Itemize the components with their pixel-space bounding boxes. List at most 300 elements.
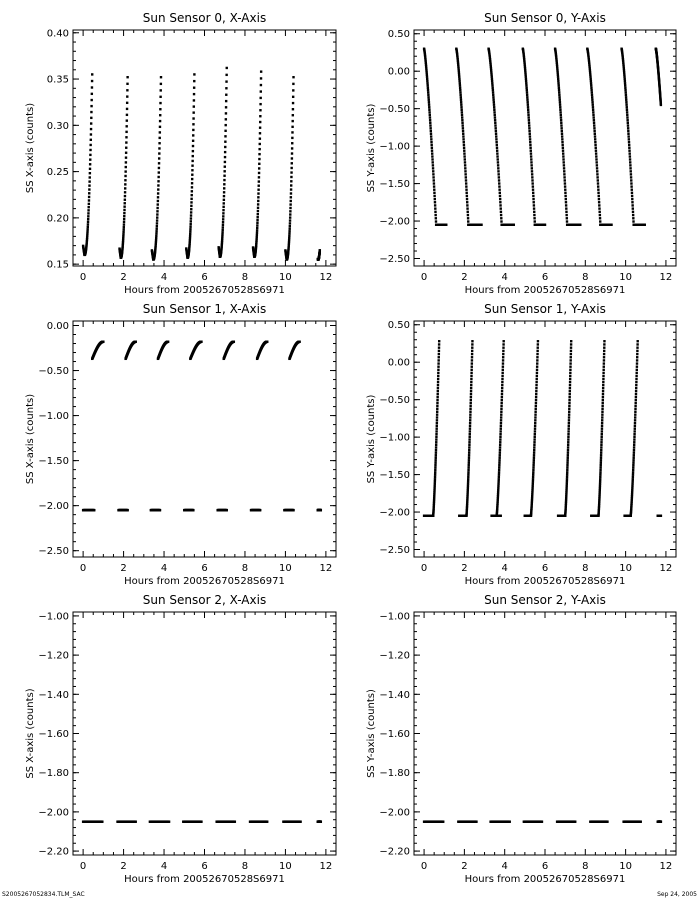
data-point: [634, 422, 636, 424]
data-point: [529, 141, 531, 143]
data-point: [468, 441, 470, 443]
data-point: [498, 459, 500, 461]
data-point: [467, 489, 469, 491]
data-point: [633, 446, 635, 448]
data-point: [436, 411, 438, 413]
data-point: [533, 444, 535, 446]
data-point: [502, 343, 504, 345]
data-point: [191, 160, 193, 162]
data-point: [528, 127, 530, 129]
data-point: [524, 71, 526, 73]
y-tick-label: 0.25: [46, 167, 69, 179]
chart-title: Sun Sensor 1, X-Axis: [142, 302, 267, 316]
x-tick-label: 0: [420, 272, 428, 283]
data-point: [290, 180, 292, 182]
data-point: [569, 381, 571, 383]
data-point: [468, 464, 470, 466]
data-point: [189, 235, 191, 237]
data-point: [498, 469, 500, 471]
data-point: [570, 356, 572, 358]
data-point: [89, 154, 91, 156]
data-point: [221, 231, 223, 233]
x-tick-label: 10: [619, 563, 632, 574]
data-point: [630, 182, 632, 184]
data-point: [634, 428, 636, 430]
data-point: [499, 436, 501, 438]
data-point: [258, 180, 260, 182]
data-point: [557, 82, 559, 84]
data-point: [91, 86, 93, 88]
data-point: [124, 191, 126, 193]
data-point: [222, 215, 224, 217]
x-tick-label: 10: [279, 563, 292, 574]
data-point: [434, 459, 436, 461]
data-point: [535, 384, 537, 386]
x-tick-label: 8: [241, 563, 249, 574]
data-point: [434, 204, 436, 206]
data-point: [599, 489, 601, 491]
data-point: [492, 99, 494, 101]
chart-panel-3: [366, 302, 676, 587]
data-point: [633, 433, 635, 435]
data-point: [191, 186, 193, 188]
y-tick-label: 0.00: [387, 66, 410, 78]
data-point: [224, 165, 226, 167]
data-point: [159, 102, 161, 104]
data-point: [633, 444, 635, 446]
data-point: [292, 102, 294, 104]
data-point: [569, 390, 571, 392]
data-point: [436, 416, 438, 418]
data-point: [602, 369, 604, 371]
data-point: [256, 219, 258, 221]
data-point: [500, 419, 502, 421]
data-point: [494, 124, 496, 126]
data-point: [498, 476, 500, 478]
data-point: [534, 428, 536, 430]
plot-frame: [73, 321, 336, 557]
data-point: [433, 489, 435, 491]
data-point: [564, 192, 566, 194]
data-point: [532, 189, 534, 191]
data-point: [632, 457, 634, 459]
data-point: [630, 170, 632, 172]
data-point: [87, 209, 89, 211]
data-point: [623, 71, 625, 73]
data-point: [126, 509, 128, 511]
data-point: [499, 430, 501, 432]
data-point: [499, 449, 501, 451]
data-point: [631, 487, 633, 489]
data-point: [498, 185, 500, 187]
data-point: [568, 411, 570, 413]
data-point: [592, 111, 594, 113]
data-point: [499, 515, 501, 517]
data-point: [289, 228, 291, 230]
data-point: [526, 89, 528, 91]
data-point: [88, 184, 90, 186]
data-point: [599, 487, 601, 489]
data-point: [589, 78, 591, 80]
data-point: [558, 89, 560, 91]
data-segment: [530, 340, 539, 517]
data-point: [289, 213, 291, 215]
data-point: [464, 170, 466, 172]
data-point: [459, 91, 461, 93]
data-point: [591, 94, 593, 96]
data-point: [497, 161, 499, 163]
data-point: [597, 192, 599, 194]
data-point: [158, 152, 160, 154]
data-point: [493, 106, 495, 108]
data-point: [565, 204, 567, 206]
data-point: [191, 190, 193, 192]
data-point: [492, 91, 494, 93]
data-point: [560, 122, 562, 124]
data-point: [428, 109, 430, 111]
data-point: [566, 471, 568, 473]
data-point: [471, 356, 473, 358]
x-axis-label: Hours from 20052670528S6971: [124, 576, 285, 587]
data-segment: [522, 48, 536, 226]
data-point: [461, 119, 463, 121]
data-point: [160, 89, 162, 91]
data-point: [496, 150, 498, 152]
data-segment: [150, 509, 162, 511]
data-point: [467, 217, 469, 219]
data-point: [499, 201, 501, 203]
x-tick-label: 6: [201, 861, 208, 872]
data-point: [159, 131, 161, 133]
data-point: [436, 419, 438, 421]
data-point: [470, 381, 472, 383]
data-point: [124, 183, 126, 185]
data-point: [531, 173, 533, 175]
data-point: [435, 438, 437, 440]
data-segment: [250, 509, 262, 511]
data-point: [156, 207, 158, 209]
data-point: [598, 211, 600, 213]
data-point: [123, 226, 125, 228]
data-point: [527, 106, 529, 108]
data-point: [225, 94, 227, 96]
data-point: [628, 147, 630, 149]
data-point: [222, 212, 224, 214]
data-point: [565, 491, 567, 493]
data-point: [89, 176, 91, 178]
data-segment: [149, 820, 171, 822]
x-tick-label: 2: [461, 272, 468, 283]
plot-frame: [73, 30, 336, 266]
data-point: [566, 220, 568, 222]
data-point: [599, 491, 601, 493]
data-point: [536, 356, 538, 358]
data-point: [434, 466, 436, 468]
data-point: [535, 402, 537, 404]
data-point: [126, 95, 128, 97]
data-point: [157, 180, 159, 182]
data-point: [636, 350, 638, 352]
data-point: [465, 179, 467, 181]
data-point: [87, 212, 89, 214]
x-tick-label: 2: [120, 563, 127, 574]
data-point: [462, 133, 464, 135]
data-point: [634, 408, 636, 410]
data-point: [565, 489, 567, 491]
data-point: [626, 106, 628, 108]
data-point: [534, 433, 536, 435]
data-point: [567, 444, 569, 446]
data-point: [630, 179, 632, 181]
data-point: [532, 469, 534, 471]
data-point: [430, 141, 432, 143]
data-point: [535, 399, 537, 401]
data-point: [532, 480, 534, 482]
data-point: [558, 87, 560, 89]
data-point: [632, 207, 634, 209]
data-point: [189, 223, 191, 225]
data-point: [525, 87, 527, 89]
data-point: [91, 93, 93, 95]
data-segment: [223, 341, 236, 361]
data-point: [557, 78, 559, 80]
data-point: [599, 483, 601, 485]
data-point: [562, 152, 564, 154]
data-point: [534, 411, 536, 413]
data-point: [599, 480, 601, 482]
data-point: [627, 124, 629, 126]
data-point: [502, 362, 504, 364]
data-point: [594, 133, 596, 135]
data-point: [256, 224, 258, 226]
data-point: [159, 96, 161, 98]
data-point: [593, 124, 595, 126]
data-point: [631, 198, 633, 200]
data-point: [157, 192, 159, 194]
chart-panel-1: [366, 11, 676, 296]
data-point: [631, 195, 633, 197]
data-point: [537, 346, 539, 348]
data-point: [88, 206, 90, 208]
data-point: [560, 119, 562, 121]
data-point: [499, 444, 501, 446]
data-point: [602, 381, 604, 383]
data-point: [464, 164, 466, 166]
x-tick-label: 6: [541, 563, 549, 574]
x-tick-label: 4: [501, 563, 508, 574]
data-point: [632, 476, 634, 478]
data-point: [258, 153, 260, 155]
data-point: [223, 202, 225, 204]
data-point: [291, 137, 293, 139]
data-point: [600, 441, 602, 443]
data-point: [192, 134, 194, 136]
data-point: [192, 145, 194, 147]
data-point: [493, 109, 495, 111]
data-point: [602, 387, 604, 389]
data-point: [592, 116, 594, 118]
data-point: [436, 396, 438, 398]
data-point: [601, 422, 603, 424]
data-point: [536, 353, 538, 355]
data-point: [223, 199, 225, 201]
data-point: [290, 192, 292, 194]
data-point: [155, 235, 157, 237]
data-point: [90, 105, 92, 107]
chart-title: Sun Sensor 0, X-Axis: [142, 11, 267, 25]
data-point: [494, 122, 496, 124]
data-point: [470, 399, 472, 401]
data-point: [436, 413, 438, 415]
data-point: [257, 210, 259, 212]
data-point: [437, 393, 439, 395]
data-segment: [632, 224, 645, 226]
data-segment: [500, 224, 514, 226]
data-point: [437, 387, 439, 389]
data-point: [466, 207, 468, 209]
data-point: [567, 449, 569, 451]
data-point: [233, 341, 235, 343]
data-point: [569, 375, 571, 377]
data-segment: [151, 76, 163, 261]
data-point: [430, 130, 432, 132]
data-point: [126, 119, 128, 121]
data-point: [190, 214, 192, 216]
data-point: [192, 111, 194, 113]
data-point: [498, 457, 500, 459]
data-point: [636, 362, 638, 364]
data-point: [225, 100, 227, 102]
data-point: [468, 436, 470, 438]
y-tick-label: 0.50: [387, 29, 410, 41]
data-point: [533, 462, 535, 464]
data-point: [459, 87, 461, 89]
data-point: [467, 469, 469, 471]
data-point: [427, 94, 429, 96]
data-point: [459, 94, 461, 96]
data-point: [494, 116, 496, 118]
y-axis-label: SS X-axis (counts): [25, 102, 36, 194]
data-point: [434, 211, 436, 213]
data-point: [600, 444, 602, 446]
data-point: [155, 232, 157, 234]
data-point: [624, 80, 626, 82]
data-point: [89, 144, 91, 146]
data-point: [628, 144, 630, 146]
data-point: [513, 224, 515, 226]
data-segment: [82, 820, 104, 822]
data-point: [260, 70, 262, 72]
data-point: [610, 224, 612, 226]
data-point: [499, 195, 501, 197]
data-point: [258, 163, 260, 165]
data-point: [525, 75, 527, 77]
data-point: [525, 84, 527, 86]
x-tick-label: 10: [619, 272, 632, 283]
data-point: [530, 161, 532, 163]
data-point: [501, 396, 503, 398]
data-point: [122, 233, 124, 235]
data-point: [223, 170, 225, 172]
data-point: [433, 179, 435, 181]
data-point: [603, 362, 605, 364]
data-point: [468, 446, 470, 448]
data-point: [426, 75, 428, 77]
data-point: [565, 214, 567, 216]
y-tick-label: −1.00: [379, 432, 410, 444]
data-point: [465, 192, 467, 194]
data-point: [559, 101, 561, 103]
y-tick-label: −2.00: [379, 507, 410, 519]
data-point: [558, 84, 560, 86]
data-point: [491, 80, 493, 82]
data-point: [167, 341, 169, 343]
data-point: [561, 141, 563, 143]
data-point: [435, 428, 437, 430]
data-point: [124, 170, 126, 172]
data-point: [592, 114, 594, 116]
x-axis-label: Hours from 20052670528S6971: [124, 874, 285, 885]
data-point: [160, 83, 162, 85]
data-point: [159, 509, 161, 511]
data-point: [626, 116, 628, 118]
data-point: [625, 96, 627, 98]
data-point: [599, 476, 601, 478]
data-point: [600, 454, 602, 456]
data-point: [156, 222, 158, 224]
data-point: [425, 71, 427, 73]
data-point: [564, 195, 566, 197]
data-point: [561, 130, 563, 132]
data-point: [634, 419, 636, 421]
data-point: [601, 425, 603, 427]
data-point: [468, 457, 470, 459]
data-point: [625, 99, 627, 101]
data-point: [500, 413, 502, 415]
data-segment: [282, 820, 302, 822]
data-point: [532, 185, 534, 187]
data-point: [428, 101, 430, 103]
data-point: [566, 466, 568, 468]
data-point: [562, 147, 564, 149]
data-point: [561, 138, 563, 140]
data-point: [158, 171, 160, 173]
data-point: [126, 83, 128, 85]
data-point: [463, 144, 465, 146]
x-tick-label: 4: [160, 272, 168, 283]
data-segment: [423, 48, 437, 226]
data-point: [497, 170, 499, 172]
data-point: [557, 80, 559, 82]
data-point: [591, 91, 593, 93]
data-point: [568, 399, 570, 401]
data-point: [562, 150, 564, 152]
data-point: [533, 459, 535, 461]
data-point: [500, 411, 502, 413]
data-point: [565, 487, 567, 489]
data-point: [570, 340, 572, 342]
data-point: [460, 96, 462, 98]
data-point: [526, 99, 528, 101]
data-point: [491, 84, 493, 86]
data-point: [497, 164, 499, 166]
data-point: [566, 476, 568, 478]
data-point: [465, 185, 467, 187]
data-point: [319, 249, 321, 251]
data-point: [631, 483, 633, 485]
data-point: [500, 416, 502, 418]
data-point: [434, 483, 436, 485]
